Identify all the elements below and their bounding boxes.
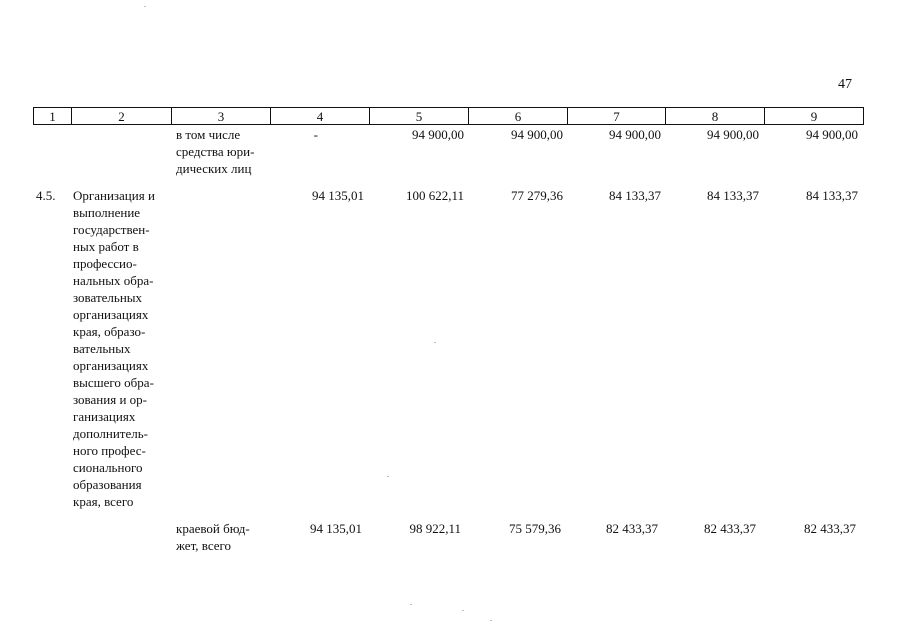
row-2-description-line: выполнение (73, 205, 141, 220)
row-2-description-line: зовательных (73, 290, 143, 305)
row-3-col-5: 98 922,11 (409, 521, 461, 536)
scan-speck (490, 620, 492, 621)
row-2-col-8: 84 133,37 (707, 188, 759, 203)
column-header-row (34, 108, 864, 125)
page-number: 47 (838, 77, 852, 92)
row-1-col-6: 94 900,00 (511, 127, 563, 142)
row-2-description-line: ных работ в (73, 239, 139, 254)
row-2-description-line: государствен- (73, 222, 150, 237)
row-3-col-4: 94 135,01 (310, 521, 362, 536)
scan-speck (410, 604, 412, 605)
row-2-col-7: 84 133,37 (609, 188, 661, 203)
column-header-3: 3 (172, 108, 271, 125)
row-2-description-line: организациях (73, 358, 149, 373)
row-2-col-6: 77 279,36 (511, 188, 563, 203)
column-header-5: 5 (370, 108, 469, 125)
column-header-9: 9 (765, 108, 864, 125)
row-2-description-line: профессио- (73, 256, 137, 271)
row-2-description-line: организациях (73, 307, 149, 322)
row-2-item-number: 4.5. (36, 188, 56, 203)
row-1-source-line: в том числе (176, 127, 241, 142)
scan-speck (144, 6, 146, 7)
row-3-col-9: 82 433,37 (804, 521, 856, 536)
row-2-description-line: края, образо- (73, 324, 146, 339)
column-header-7: 7 (568, 108, 666, 125)
column-header-table (33, 107, 864, 125)
row-1-col-9: 94 900,00 (806, 127, 858, 142)
row-2-col-5: 100 622,11 (405, 188, 464, 203)
row-1-source-line: дических лиц (176, 161, 252, 176)
column-header-4: 4 (271, 108, 370, 125)
scan-speck (462, 610, 464, 611)
row-3-col-6: 75 579,36 (509, 521, 561, 536)
row-2-description-line: высшего обра- (73, 375, 154, 390)
row-3-col-8: 82 433,37 (704, 521, 756, 536)
row-2-description-line: сионального (73, 460, 143, 475)
row-1-col-5: 94 900,00 (412, 127, 464, 142)
column-header-6: 6 (469, 108, 568, 125)
column-header-2: 2 (72, 108, 172, 125)
row-2-description (73, 187, 168, 510)
row-1-col-4: - (313, 127, 318, 142)
row-1-col-8: 94 900,00 (707, 127, 759, 142)
scan-speck (434, 342, 436, 343)
column-header-1: 1 (34, 108, 72, 125)
row-2-description-line: образования (73, 477, 142, 492)
row-2-col-4: 94 135,01 (312, 188, 364, 203)
row-2-description-line: ганизациях (73, 409, 136, 424)
row-2-description-line: Организация и (73, 188, 155, 203)
row-3-source-line: жет, всего (176, 538, 232, 553)
row-2-description-line: края, всего (73, 494, 134, 509)
row-2-description-line: зования и ор- (73, 392, 147, 407)
row-1-source (176, 126, 268, 177)
row-2-description-line: ного профес- (73, 443, 146, 458)
column-header-8: 8 (666, 108, 765, 125)
row-1-col-7: 94 900,00 (609, 127, 661, 142)
row-2-description-line: вательных (73, 341, 131, 356)
row-2-description-line: дополнитель- (73, 426, 148, 441)
row-3-source-line: краевой бюд- (176, 521, 250, 536)
row-2-col-9: 84 133,37 (806, 188, 858, 203)
row-2-description-line: нальных обра- (73, 273, 154, 288)
row-1-source-line: средства юри- (176, 144, 255, 159)
row-3-source (176, 520, 266, 554)
scan-speck (387, 476, 389, 477)
row-3-col-7: 82 433,37 (606, 521, 658, 536)
